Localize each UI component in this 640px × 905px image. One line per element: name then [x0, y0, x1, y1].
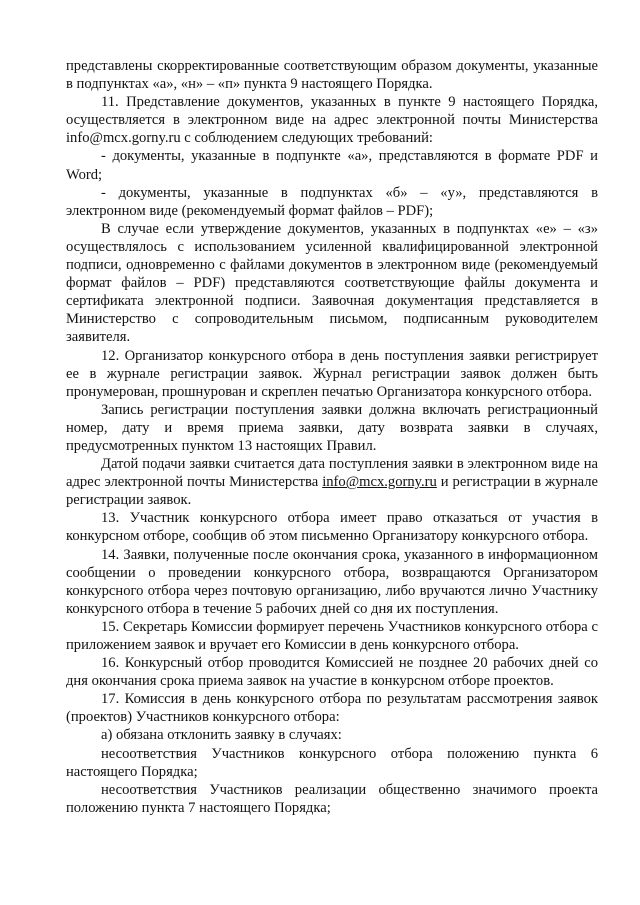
- paragraph-pdf-word: - документы, указанные в подпункте «а», представляются в формате PDF и Word;: [66, 148, 598, 183]
- paragraph-continuation: представлены скорректированные соответствующим образом документы, указанные в подпунктах «а», «н» – «п» пункта 9 настоящего Порядка.: [66, 58, 598, 93]
- paragraph-13: 13. Участник конкурсного отбора имеет право отказаться от участия в конкурсном отборе, сообщив об этом письменно Организатору конкурсного отбора.: [66, 510, 598, 545]
- paragraph-11: 11. Представление документов, указанных в пункте 9 настоящего Порядка, осуществляется в электронном виде на адрес электронной почты Министерства info@mcx.gorny.ru с соблюдением следующих требований:: [66, 94, 598, 147]
- paragraph-17a: а) обязана отклонить заявку в случаях:: [101, 727, 342, 744]
- paragraph-mismatch-project: несоответствия Участников реализации общественно значимого проекта положению пункта 7 настоящего Порядка;: [66, 781, 598, 816]
- paragraph-16: 16. Конкурсный отбор проводится Комиссией не позднее 20 рабочих дней со дня окончания срока приема заявок на участие в конкурсном отборе проектов.: [66, 655, 598, 690]
- paragraph-17: 17. Комиссия в день конкурсного отбора по результатам рассмотрения заявок (проектов) Участников конкурсного отбора:: [66, 691, 598, 726]
- paragraph-signature: В случае если утверждение документов, указанных в подпунктах «е» – «з» осуществлялось с использованием усиленной квалифицированной электронной подписи, одновременно с файлами документов в электронном виде (рекомендуемый формат файлов – PDF) представляются соответствующие файлы документа и сертификата электронной подписи. Заявочная документация представляется в Министерство с сопроводительным письмом, подписанным руководителем заявителя.: [66, 220, 598, 346]
- paragraph-15: 15. Секретарь Комиссии формирует перечень Участников конкурсного отбора с приложением заявок и вручает его Комиссии в день конкурсного отбора.: [66, 618, 598, 653]
- submission-date-text-before: Датой подачи заявки считается дата поступления заявки в электронном виде на адрес электронной почты Министерства: [66, 456, 598, 491]
- paragraph-14: 14. Заявки, полученные после окончания срока, указанного в информационном сообщении о проведении конкурсного отбора, возвращаются Организатором конкурсного отбора через почтовую организацию, либо вручаются лично Участнику конкурсного отбора в течение 5 рабочих дней со дня их поступления.: [66, 546, 598, 617]
- submission-date-text-after: и регистрации в журнале регистрации заявок.: [66, 474, 598, 509]
- document-body: [66, 57, 598, 817]
- email-link[interactable]: info@mcx.gorny.ru: [322, 474, 437, 491]
- paragraph-mismatch-participants: несоответствия Участников конкурсного отбора положению пункта 6 настоящего Порядка;: [66, 745, 598, 780]
- paragraph-submission-date: [66, 455, 598, 509]
- paragraph-pdf: - документы, указанные в подпунктах «б» – «у», представляются в электронном виде (рекомендуемый формат файлов – PDF);: [66, 184, 598, 219]
- paragraph-registration-record: Запись регистрации поступления заявки должна включать регистрационный номер, дату и время приема заявки, дату возврата заявки в случаях, предусмотренных пунктом 13 настоящих Правил.: [66, 401, 598, 454]
- paragraph-12: 12. Организатор конкурсного отбора в день поступления заявки регистрирует ее в журнале регистрации заявок. Журнал регистрации заявок должен быть пронумерован, прошнурован и скреплен печатью Организатора конкурсного отбора.: [66, 347, 598, 400]
